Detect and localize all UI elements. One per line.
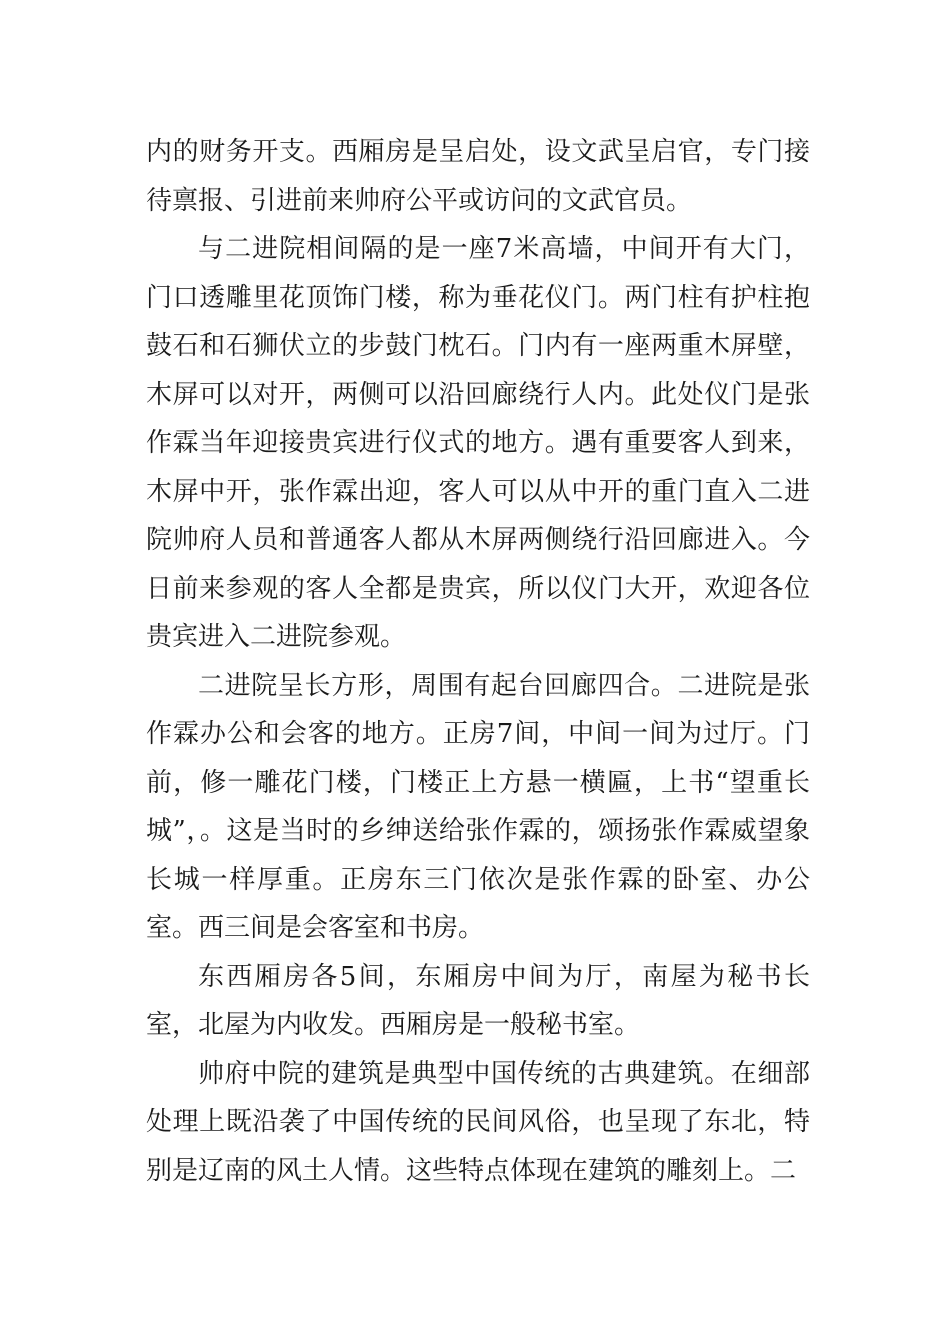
paragraph-hall-gate: 与二进院相间隔的是一座7米高墙，中间开有大门，门口透雕里花顶饰门楼，称为垂花仪门。两门柱有护柱抱鼓石和石狮伏立的步鼓门枕石。门内有一座两重木屏壁，木屏可以对开，两侧可以沿回廊绕行人内。此处仪门是张作霖当年迎接贵宾进行仪式的地方。遇有重要客人到来，木屏中开，张作霖出迎，客人可以从中开的重门直入二进院帅府人员和普通客人都从木屏两侧绕行沿回廊进入。今日前来参观的客人全都是贵宾，所以仪门大开，欢迎各位贵宾进入二进院参观。 [146,234,810,652]
body-text [146,128,810,1195]
paragraph-second-courtyard: 二进院呈长方形，周围有起台回廊四合。二进院是张作霖办公和会客的地方。正房7间，中间一间为过厅。门前，修一雕花门楼，门楼正上方悬一横匾，上书“望重长城”，。这是当时的乡绅送给张作霖的，颂扬张作霖威望象长城一样厚重。正房东三门依次是张作霖的卧室、办公室。西三间是会客室和书房。 [146,670,810,943]
paragraph-wing-rooms: 东西厢房各5间，东厢房中间为厅，南屋为秘书长室，北屋为内收发。西厢房是一般秘书室。 [146,961,810,1040]
paragraph-architecture: 帅府中院的建筑是典型中国传统的古典建筑。在细部处理上既沿袭了中国传统的民间风俗，也呈现了东北，特别是辽南的风土人情。这些特点体现在建筑的雕刻上。二 [146,1058,810,1186]
paragraph-continued: 内的财务开支。西厢房是呈启处，设文武呈启官，专门接待禀报、引进前来帅府公平或访问的文武官员。 [146,137,810,216]
